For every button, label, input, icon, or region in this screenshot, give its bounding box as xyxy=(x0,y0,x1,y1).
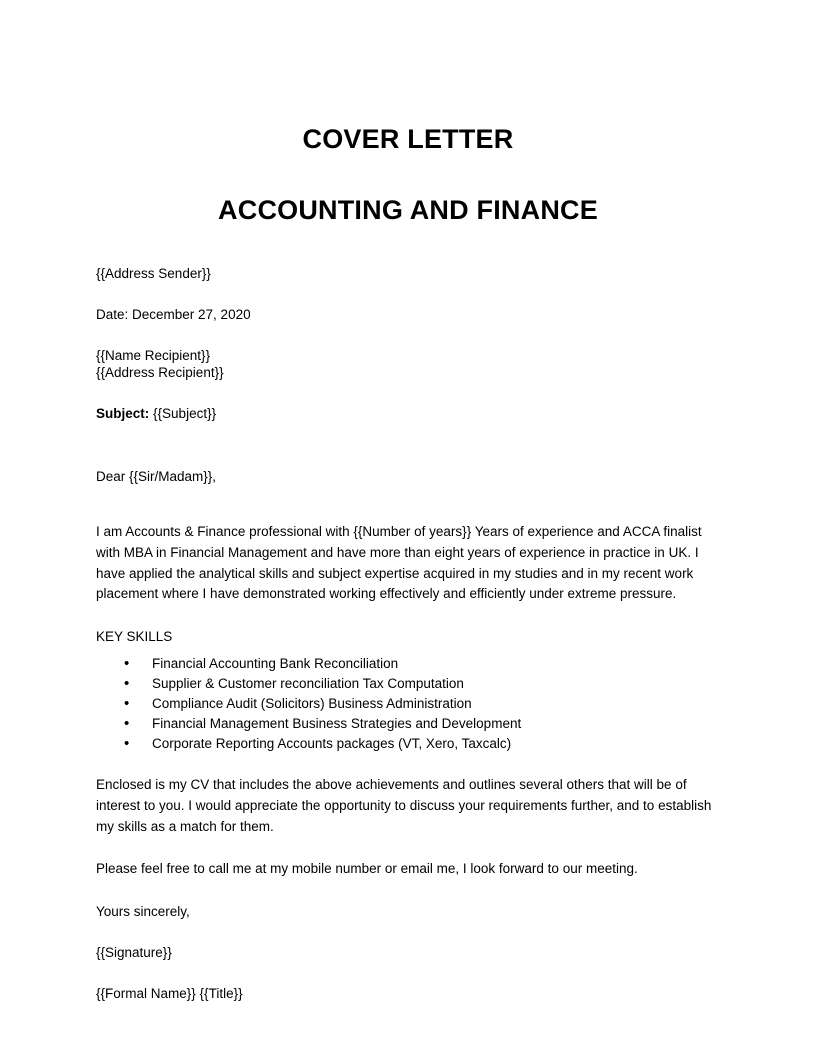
list-item: • Compliance Audit (Solicitors) Business Administration xyxy=(140,694,720,714)
spacer xyxy=(96,837,720,859)
letter-body xyxy=(96,264,720,1003)
spacer xyxy=(96,423,720,453)
spacer xyxy=(96,325,720,347)
letter-date: Date: December 27, 2020 xyxy=(96,307,251,323)
list-item: • Supplier & Customer reconciliation Tax Computation xyxy=(140,674,720,694)
key-skills-list xyxy=(96,654,720,753)
intro-paragraph: I am Accounts & Finance professional with {{Number of years}} Years of experience and ACCA finalist with MBA in Financial Management and have more than eight years of experience in practice in UK. I have applied the analytical skills and subject expertise acquired in my studies and in my recent work placement where I have demonstrated working effectively and efficiently under extreme pressure. xyxy=(96,524,702,602)
document-subtitle: ACCOUNTING AND FINANCE xyxy=(218,195,598,226)
subject-value: {{Subject}} xyxy=(153,406,217,422)
document-title: COVER LETTER xyxy=(302,124,514,154)
signature-placeholder: {{Signature}} xyxy=(96,945,172,961)
spacer xyxy=(96,880,720,902)
spacer xyxy=(96,921,720,943)
spacer xyxy=(96,605,720,627)
closing-paragraph: Enclosed is my CV that includes the above achievements and outlines several others that will be of interest to you. I would appreciate the opportunity to discuss your requirements further, and to establish my skills as a match for them. xyxy=(96,777,712,834)
signoff: Yours sincerely, xyxy=(96,903,190,919)
recipient-address: {{Address Recipient}} xyxy=(96,365,224,381)
subject-line xyxy=(96,404,720,423)
list-item: • Financial Management Business Strategies and Development xyxy=(140,714,720,734)
spacer xyxy=(96,382,720,404)
spacer xyxy=(96,486,720,508)
spacer xyxy=(96,508,720,522)
spacer xyxy=(96,453,720,467)
spacer xyxy=(96,283,720,305)
formal-name: {{Formal Name}} {{Title}} xyxy=(96,986,243,1002)
salutation: Dear {{Sir/Madam}}, xyxy=(96,469,217,485)
skills-heading: KEY SKILLS xyxy=(96,629,173,644)
list-item: • Corporate Reporting Accounts packages (VT, Xero, Taxcalc) xyxy=(140,734,720,754)
spacer xyxy=(96,753,720,775)
spacer xyxy=(96,962,720,984)
sender-address: {{Address Sender}} xyxy=(96,266,211,282)
recipient-name: {{Name Recipient}} xyxy=(96,347,211,363)
list-item: • Financial Accounting Bank Reconciliation xyxy=(140,654,720,674)
subject-label: Subject: xyxy=(96,406,150,422)
call-paragraph: Please feel free to call me at my mobile number or email me, I look forward to our meeting. xyxy=(96,861,638,877)
